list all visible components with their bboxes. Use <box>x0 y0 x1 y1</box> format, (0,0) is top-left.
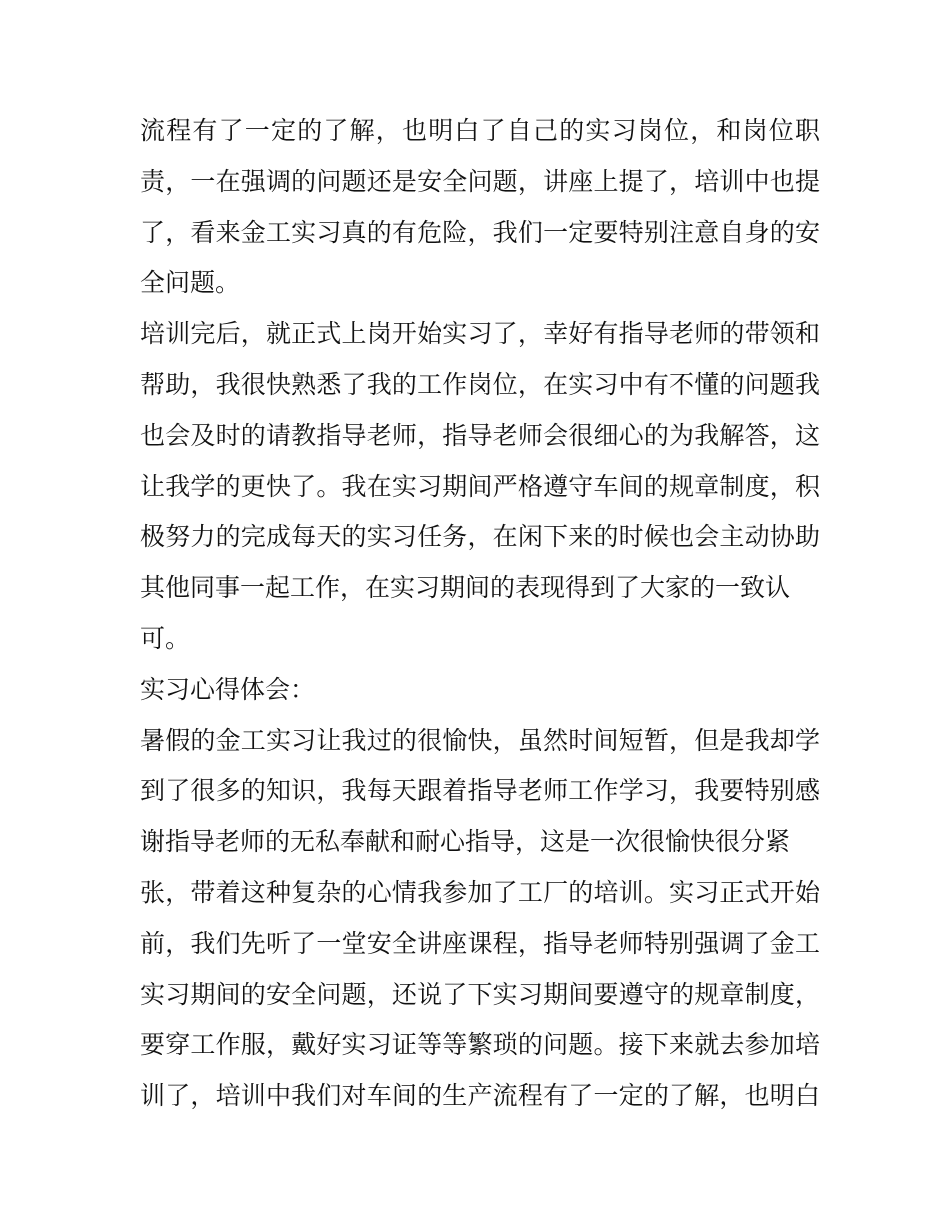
text-line: 培训完后，就正式上岗开始实习了，幸好有指导老师的带领和 <box>140 319 820 349</box>
document-body <box>140 106 820 1122</box>
text-line: 也会及时的请教指导老师，指导老师会很细心的为我解答，这 <box>140 420 820 450</box>
text-line: 张，带着这种复杂的心情我参加了工厂的培训。实习正式开始 <box>140 877 820 907</box>
text-line: 前，我们先听了一堂安全讲座课程，指导老师特别强调了金工 <box>140 928 820 958</box>
text-line: 要穿工作服，戴好实习证等等繁琐的问题。接下来就去参加培 <box>140 1030 820 1060</box>
text-line: 暑假的金工实习让我过的很愉快，虽然时间短暂，但是我却学 <box>140 725 820 755</box>
text-line: 全问题。 <box>140 268 241 298</box>
text-line: 其他同事一起工作，在实习期间的表现得到了大家的一致认 <box>140 573 791 603</box>
text-line: 帮助，我很快熟悉了我的工作岗位，在实习中有不懂的问题我 <box>140 369 820 399</box>
text-line: 实习期间的安全问题，还说了下实习期间要遵守的规章制度， <box>140 979 820 1009</box>
text-line: 让我学的更快了。我在实习期间严格遵守车间的规章制度，积 <box>140 471 820 501</box>
text-line: 流程有了一定的了解，也明白了自己的实习岗位，和岗位职 <box>140 116 820 145</box>
section-heading: 实习心得体会： <box>140 674 316 704</box>
text-line: 谢指导老师的无私奉献和耐心指导，这是一次很愉快很分紧 <box>140 827 791 857</box>
text-line: 极努力的完成每天的实习任务，在闲下来的时候也会主动协助 <box>140 522 820 552</box>
text-line: 训了，培训中我们对车间的生产流程有了一定的了解，也明白 <box>140 1081 820 1111</box>
text-line: 到了很多的知识，我每天跟着指导老师工作学习，我要特别感 <box>140 776 820 806</box>
text-line: 了，看来金工实习真的有危险，我们一定要特别注意自身的安 <box>140 217 820 247</box>
text-line: 可。 <box>140 623 191 653</box>
text-line: 责，一在强调的问题还是安全问题，讲座上提了，培训中也提 <box>140 166 820 196</box>
